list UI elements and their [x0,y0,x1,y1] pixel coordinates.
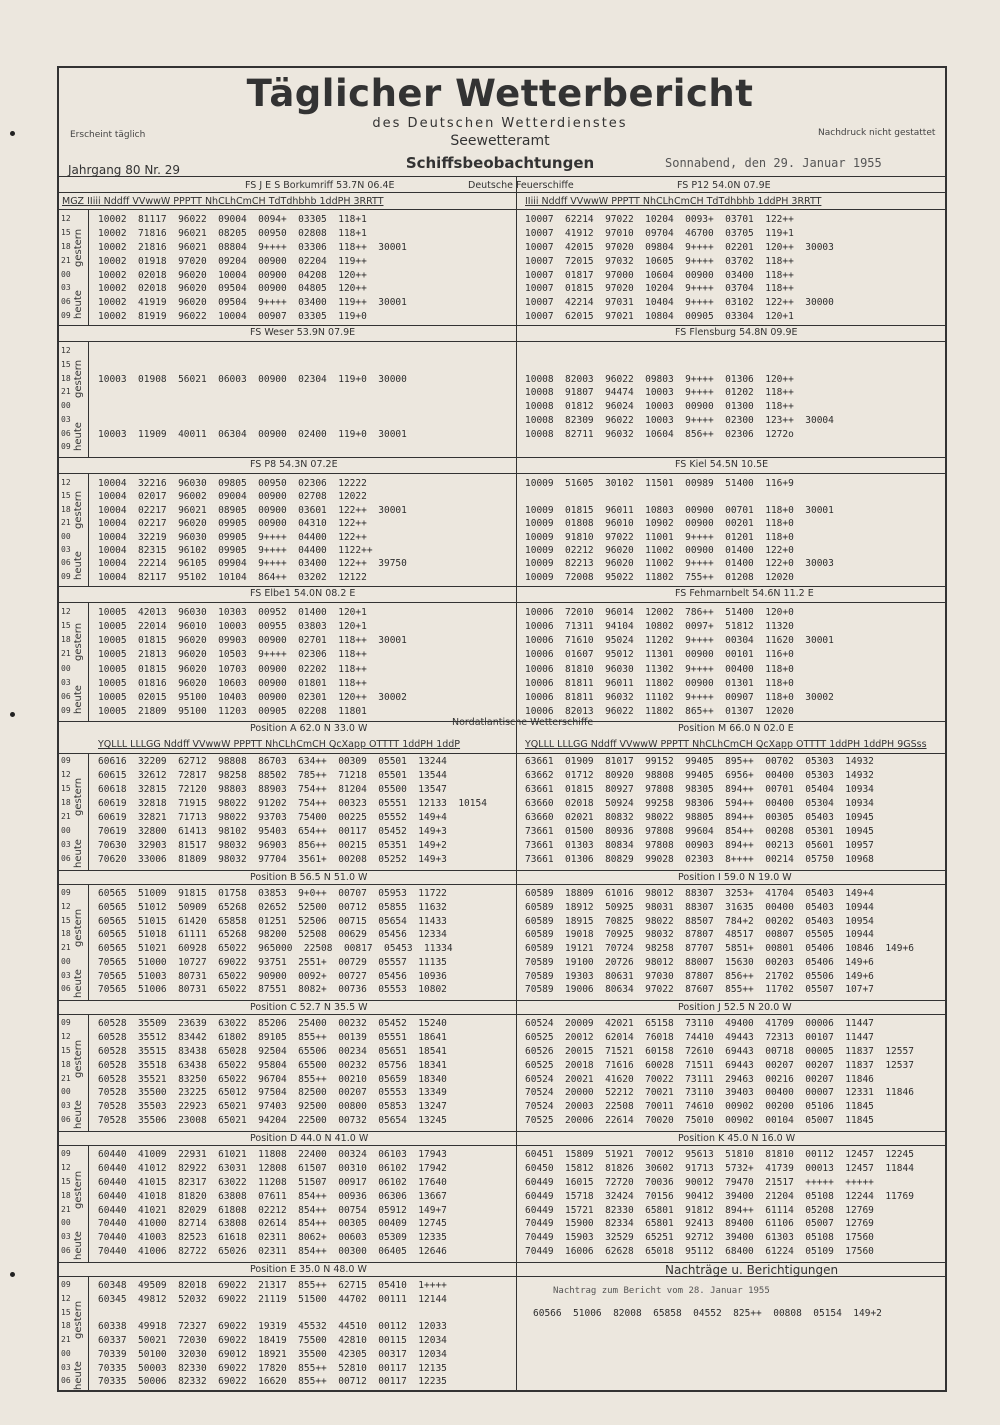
observation-row-left: 70565 51003 80731 65022 90900 0092+ 00727 05456 10936 [98,970,447,982]
hour-label: 06 [61,558,71,568]
office-name: Seewetteramt [450,133,550,149]
observation-row-right: 10009 72008 95022 11802 755++ 01208 12020 [525,571,794,583]
hour-label: 09 [61,442,71,452]
day-label-gestern: gestern [73,360,84,399]
observation-row-right: 73661 01303 80834 97808 00903 894++ 00213 05601 10957 [525,840,874,851]
hour-label: 06 [61,691,71,701]
day-label-gestern: gestern [73,490,84,529]
observation-row-right: 10007 62214 97022 10204 0093+ 03701 122++ [525,214,794,225]
observation-row-right: 10006 81811 96032 11102 9++++ 00907 118+0 30002 [525,691,834,703]
day-label-gestern: gestern [73,1301,84,1340]
observation-row-left: 10004 32219 96030 09905 9++++ 04400 122++ [98,531,367,543]
observation-row-right: 60589 19121 70724 98258 87707 5851+ 00801 05406 10846 149+6 [525,943,914,954]
day-label-heute: heute [73,421,84,451]
day-label-heute: heute [73,1231,84,1260]
observation-row-left: 60440 41015 82317 63022 11208 51507 00917 06102 17640 [98,1176,447,1188]
observation-row-right: 10007 42214 97031 10404 9++++ 03102 122++ 30000 [525,297,834,309]
day-label-heute: heute [73,685,84,715]
observation-row-left: 60619 32818 71915 98022 91202 754++ 00323 05551 12133 10154 [98,798,487,809]
divider [88,341,89,457]
ship-title-left: FS Weser 53.9N 07.9E [250,327,356,338]
observation-row-left: 60565 51018 61111 65268 98200 52508 00629 05456 12334 [98,929,447,941]
hour-label: 18 [61,1059,71,1069]
hour-label: 09 [61,1018,71,1027]
divider [516,1131,517,1262]
supplement-title: Nachträge u. Berichtigungen [665,1263,839,1277]
observation-row-left: 10005 21809 95100 11203 00905 02208 11801 [98,705,367,717]
observation-row-left: 60338 49918 72327 69022 19319 45532 44510 00112 12033 [98,1321,447,1333]
observation-row-right: 10009 82213 96020 11002 9++++ 01400 122+0 30003 [525,558,834,570]
observation-row-right: 60589 19018 70925 98032 87807 48517 00807 05505 10944 [525,929,874,941]
observation-row-left: 70335 50003 82330 69022 17820 855++ 52810 00117 12135 [98,1362,447,1374]
observation-row-left: 60440 41018 81820 63808 07611 854++ 00936 06306 13667 [98,1190,447,1202]
hour-label: 06 [61,984,71,994]
hour-label: 03 [61,283,71,293]
position-title-right: Position M 66.0 N 02.0 E [678,723,794,734]
hour-label: 15 [61,359,71,369]
hour-label: 18 [61,1190,71,1200]
supplement-subtitle: Nachtrag zum Bericht vom 28. Januar 1955 [553,1286,770,1296]
hour-label: 00 [61,1348,71,1358]
divider [57,473,947,474]
divider [516,457,517,586]
hour-label: 15 [61,915,71,925]
hour-label: 12 [61,607,71,616]
observation-row-right: 10006 81811 96011 11802 00900 01301 118+0 [525,677,794,689]
hour-label: 03 [61,1101,71,1111]
observation-row-left: 60440 41021 82029 61808 02212 854++ 00754 05912 149+7 [98,1204,447,1216]
observation-row-right: 70525 20006 22614 70020 75010 00902 00104 05007 11845 [525,1115,874,1127]
divider [88,473,89,586]
observation-row-left: 10002 02018 96020 09504 00900 04805 120++ [98,283,367,295]
hour-label: 09 [61,571,71,581]
divider [57,192,947,193]
divider [57,870,947,871]
day-label-heute: heute [73,969,84,998]
divider [57,602,947,603]
observation-row-left: 10004 02217 96021 08905 00900 03601 122++ 30001 [98,504,407,516]
divider [57,209,947,210]
observation-row-left: 10005 21813 96020 10503 9++++ 02306 118++ [98,649,367,661]
observation-row-left: 70620 33006 81809 98032 97704 3561+ 00208 05252 149+3 [98,854,447,865]
observation-row-left: 60565 51021 60928 65022 965000 22508 00817 05453 11334 [98,943,453,954]
observation-row-left: 10004 82315 96102 09905 9++++ 04400 1122++ [98,544,373,556]
observation-row-right: 10009 51605 30102 11501 00989 51400 116+9 [525,478,794,489]
hour-label: 21 [61,812,71,821]
hour-label: 18 [61,373,71,383]
hour-label: 18 [61,929,71,939]
day-label-gestern: gestern [73,1170,84,1209]
hour-label: 18 [61,1321,71,1331]
divider [57,1131,947,1132]
observation-row-right: 10007 72015 97032 10605 9++++ 03702 118++ [525,255,794,267]
observation-row-right: 10006 72010 96014 12002 786++ 51400 120+0 [525,607,794,618]
hour-label: 09 [61,756,71,765]
ship-title-left: FS Elbe1 54.0N 08.2 E [250,588,356,599]
observation-row-left: 60345 49812 52032 69022 21119 51500 44702 00111 12144 [98,1293,447,1305]
hour-label: 12 [61,1293,71,1303]
observation-row-right: 70589 19303 80631 97030 87807 856++ 21702 05506 149+6 [525,970,874,982]
hour-label: 18 [61,635,71,645]
hour-label: 12 [61,214,71,223]
observation-row-left: 10002 02018 96020 10004 00900 04208 120++ [98,269,367,281]
observation-row-right: 60589 18809 61016 98012 88307 3253+ 41704 05403 149+4 [525,888,874,899]
ship-title-left: FS P8 54.3N 07.2E [250,459,338,470]
observation-row-right: 10007 42015 97020 09804 9++++ 02201 120++ 30003 [525,241,834,253]
hour-label: 21 [61,518,71,528]
day-label-heute: heute [73,1100,84,1129]
observation-row-right: 63662 01712 80920 98808 99405 6956+ 00400 05303 14932 [525,770,874,781]
divider [516,1262,517,1392]
hour-label: 03 [61,414,71,424]
observation-row-left: 70339 50100 32030 69012 18921 35500 42305 00317 12034 [98,1348,447,1360]
observation-row-left: 70440 41006 82722 65026 02311 854++ 00300 06405 12646 [98,1246,447,1258]
observation-row-left: 60528 35515 83438 65028 92504 65506 00234 05651 18541 [98,1045,447,1057]
hour-label: 09 [61,888,71,897]
observation-row-right: 10009 01808 96010 10902 00900 00201 118+0 [525,518,794,530]
binder-hole [10,712,15,717]
copyright-note: Nachdruck nicht gestattet [818,128,936,138]
day-label-heute: heute [73,290,84,320]
hour-label: 09 [61,311,71,321]
observation-row-right: 10006 71311 94104 10802 0097+ 51812 11320 [525,621,794,633]
observation-row-right: 70524 20000 52212 70021 73110 39403 00400 00007 12331 11846 [525,1087,914,1099]
observation-row-left: 60615 32612 72817 98258 88502 785++ 71218 05501 13544 [98,770,447,781]
divider [57,753,947,754]
hour-label: 00 [61,1218,71,1228]
observation-row-left: 10005 01815 96020 10703 00900 02202 118++ [98,663,367,675]
divider [516,586,517,721]
observation-row-left: 60528 35512 83442 61802 89105 855++ 00139 05551 18641 [98,1031,447,1043]
column-header-right: YQLLL LLLGG Nddff VVwwW PPPTT NhCLhCmCH QcXapp OTTTT 1ddPH 1ddPH 9GSss [525,739,927,750]
issue-number: Jahrgang 80 Nr. 29 [68,163,181,177]
observation-row-left: 10005 22014 96010 10003 00955 03803 120+1 [98,621,367,633]
observation-row-right: 63661 01815 80927 97808 98305 894++ 00701 05404 10934 [525,784,874,795]
observation-row-right: 10007 01817 97000 10604 00900 03400 118++ [525,269,794,281]
hour-label: 15 [61,1045,71,1055]
position-title-left: Position B 56.5 N 51.0 W [250,872,368,883]
hour-label: 09 [61,705,71,715]
observation-row-left: 60618 32815 72120 98803 88903 754++ 81204 05500 13547 [98,784,447,795]
ship-title-right: FS Kiel 54.5N 10.5E [675,459,769,470]
observation-row-right: 63660 02018 50924 99258 98306 594++ 00400 05304 10934 [525,798,874,809]
position-title-left: Position D 44.0 N 41.0 W [250,1133,369,1144]
divider [516,176,517,325]
hour-label: 15 [61,1176,71,1186]
day-label-gestern: gestern [73,909,84,948]
publication-note: Erscheint täglich [70,130,146,140]
observation-row-left: 10005 01815 96020 09903 00900 02701 118++ 30001 [98,635,407,647]
observation-row-right: 10007 41912 97010 09704 46700 03705 119+1 [525,227,794,239]
day-label-gestern: gestern [73,1039,84,1078]
day-label-heute: heute [73,1361,84,1390]
observation-row-right: 60451 15809 51921 70012 95613 51810 81810 00112 12457 12245 [525,1149,914,1160]
wetterschiffe-label: Nordatlantische Wetterschiffe [452,717,594,728]
hour-label: 06 [61,428,71,438]
observation-row-left: 70528 35500 23225 65012 97504 82500 00207 05553 13349 [98,1087,447,1099]
divider [516,325,517,457]
hour-label: 12 [61,1162,71,1172]
divider [88,209,89,325]
observation-row-left: 10003 01908 56021 06003 00900 02304 119+0 30000 [98,373,407,385]
divider [516,1000,517,1131]
hour-label: 18 [61,241,71,251]
observation-row-left: 10004 32216 96030 09805 00950 02306 12222 [98,478,367,489]
observation-row-right: 60589 18912 50925 98031 88307 31635 00400 05403 10944 [525,901,874,913]
hour-label: 15 [61,1307,71,1317]
column-header-left: MGZ IIiii Nddff VVwwW PPPTT NhCLhCmCH TdTdhbhb 1ddPH 3RRTT [62,196,384,207]
observation-row-right: 60589 18915 70825 98022 88507 784+2 00202 05403 10954 [525,915,874,927]
observation-row-left: 60565 51012 50909 65268 02652 52500 00712 05855 11632 [98,901,447,913]
divider [57,457,947,458]
observation-row-right: 70524 20003 22508 70011 74610 00902 00200 05106 11845 [525,1101,874,1113]
observation-row-left: 60565 51009 91815 01758 03853 9+0++ 00707 05953 11722 [98,888,447,899]
day-label-heute: heute [73,839,84,868]
observation-row-left: 70565 51006 80731 65022 87551 8082+ 00736 05553 10802 [98,984,447,996]
hour-label: 15 [61,227,71,237]
position-title-left: Position E 35.0 N 48.0 W [250,1264,367,1275]
observation-row-left: 10002 21816 96021 08804 9++++ 03306 118++ 30001 [98,241,407,253]
hour-label: 18 [61,504,71,514]
observation-row-right: 60524 20009 42021 65158 73110 49400 41709 00006 11447 [525,1018,874,1029]
observation-row-right: 10008 91807 94474 10003 9++++ 01202 118++ [525,387,794,399]
divider [516,721,517,870]
divider [57,176,947,177]
observation-row-left: 10004 02017 96002 09004 00900 02708 12022 [98,491,367,503]
hour-label: 12 [61,346,71,355]
hour-label: 18 [61,798,71,807]
observation-row-left: 10003 11909 40011 06304 00900 02400 119+0 30001 [98,428,407,440]
observation-row-right: 60449 16015 72720 70036 90012 79470 21517 +++++ +++++ [525,1176,874,1188]
observation-row-right: 63661 01909 81017 99152 99405 895++ 00702 05303 14932 [525,756,874,767]
observation-row-left: 10005 42013 96030 10303 00952 01400 120+1 [98,607,367,618]
divider [57,721,947,722]
observation-row-left: 10004 02217 96020 09905 00900 04310 122++ [98,518,367,530]
observation-row-left: 60528 35518 63438 65022 95804 65500 00232 05756 18341 [98,1059,447,1071]
observation-row-right: 10008 82309 96022 10003 9++++ 02300 123++ 30004 [525,414,834,426]
hour-label: 21 [61,943,71,952]
divider [57,884,947,885]
observation-row-left: 10004 82117 95102 10104 864++ 03202 12122 [98,571,367,583]
hour-label: 00 [61,401,71,410]
observation-row-left: 10002 41919 96020 09504 9++++ 03400 119++ 30001 [98,297,407,309]
divider [57,341,947,342]
observation-row-left: 60440 41009 22931 61021 11808 22400 00324 06103 17943 [98,1149,447,1160]
hour-label: 21 [61,1335,71,1344]
observation-row-left: 60619 32821 71713 98022 93703 75400 00225 05552 149+4 [98,812,447,823]
ship-title-right: FS Flensburg 54.8N 09.9E [675,327,798,338]
observation-row-right: 10008 82711 96032 10604 856++ 02306 1272o [525,428,794,440]
hour-label: 12 [61,901,71,911]
supplement-row: 60566 51006 82008 65858 04552 825++ 00808 05154 149+2 [533,1308,882,1319]
hour-label: 00 [61,269,71,279]
divider [57,325,947,326]
observation-row-left: 60440 41012 82922 63031 12808 61507 00310 06102 17942 [98,1162,447,1174]
observation-row-left: 70440 41000 82714 63808 02614 854++ 00305 00409 12745 [98,1218,447,1230]
day-label-gestern: gestern [73,228,84,267]
column-header-left: YQLLL LLLGG Nddff VVwwW PPPTT NhCLhCmCH QcXapp OTTTT 1ddPH 1ddP [98,739,461,750]
observation-row-left: 10002 81117 96022 09004 0094+ 03305 118+1 [98,214,367,225]
observation-row-left: 70565 51000 10727 69022 93751 2551+ 00729 05557 11135 [98,956,447,968]
observation-row-left: 10005 01816 96020 10603 00900 01801 118++ [98,677,367,689]
hour-label: 12 [61,478,71,487]
hour-label: 12 [61,1031,71,1041]
observation-row-left: 60616 32209 62712 98808 86703 634++ 00309 05501 13244 [98,756,447,767]
divider [57,1145,947,1146]
observation-row-right: 10008 82003 96022 09803 9++++ 01306 120++ [525,373,794,385]
observation-row-right: 70589 19006 80634 97022 87607 855++ 11702 05507 107+7 [525,984,874,996]
observation-row-left: 60528 35509 23639 63022 85206 25400 00232 05452 15240 [98,1018,447,1029]
day-label-gestern: gestern [73,778,84,817]
observation-row-right: 60449 15721 82330 65801 91812 894++ 61114 05208 12769 [525,1204,874,1216]
binder-hole [10,1272,15,1277]
position-title-right: Position I 59.0 N 19.0 W [678,872,792,883]
observation-row-left: 60348 49509 82018 69022 21317 855++ 62715 05410 1++++ [98,1280,447,1291]
divider [57,1014,947,1015]
observation-row-left: 70528 35506 23008 65021 94204 22500 00732 05654 13245 [98,1115,447,1127]
observation-row-right: 10006 81810 96030 11302 9++++ 00400 118+0 [525,663,794,675]
observation-row-left: 10004 22214 96105 09904 9++++ 03400 122++ 39750 [98,558,407,570]
observation-row-right: 70449 15900 82334 65801 92413 89400 61106 05007 12769 [525,1218,874,1230]
position-title-left: Position C 52.7 N 35.5 W [250,1002,368,1013]
divider [88,753,89,870]
observation-row-right: 60449 15718 32424 70156 90412 39400 21204 05108 12244 11769 [525,1190,914,1202]
page-title: Täglicher Wetterbericht [246,72,754,115]
observation-row-right: 73661 01306 80829 99028 02303 8++++ 00214 05750 10968 [525,854,874,865]
hour-label: 03 [61,677,71,687]
observation-row-right: 10006 71610 95024 11202 9++++ 00304 11620 30001 [525,635,834,647]
issue-date: Sonnabend, den 29. Januar 1955 [665,156,882,170]
observation-row-right: 60526 20015 71521 60158 72610 69443 00718 00005 11837 12557 [525,1045,914,1057]
hour-label: 06 [61,1376,71,1386]
divider [88,1014,89,1131]
observation-row-right: 70449 15903 32529 65251 92712 39400 61303 05108 17560 [525,1232,874,1244]
observation-row-right: 10009 01815 96011 10803 00900 00701 118+0 30001 [525,504,834,516]
hour-label: 00 [61,663,71,673]
hour-label: 06 [61,854,71,863]
observation-row-right: 70449 16006 62628 65018 95112 68400 61224 05109 17560 [525,1246,874,1258]
hour-label: 21 [61,1073,71,1083]
position-title-right: Position J 52.5 N 20.0 W [678,1002,792,1013]
observation-row-left: 60337 50021 72030 69022 18419 75500 42810 00115 12034 [98,1335,447,1346]
ship-title-left: FS J E S Borkumriff 53.7N 06.4E [245,180,395,191]
hour-label: 00 [61,531,71,541]
observation-row-left: 70619 32800 61413 98102 95403 654++ 00117 05452 149+3 [98,826,447,837]
hour-label: 03 [61,840,71,849]
observation-row-right: 73661 01500 80936 97808 99604 854++ 00208 05301 10945 [525,826,874,837]
observation-row-right: 70589 19100 20726 98012 88007 15630 00203 05406 149+6 [525,956,874,968]
observation-row-right: 10007 01815 97020 10204 9++++ 03704 118++ [525,283,794,295]
observation-row-left: 70440 41003 82523 61618 02311 8062+ 00603 05309 12335 [98,1232,447,1244]
divider [57,1000,947,1001]
divider [88,1276,89,1392]
hour-label: 21 [61,387,71,397]
observation-row-left: 10005 02015 95100 10403 00900 02301 120++ 30002 [98,691,407,703]
hour-label: 15 [61,784,71,793]
observation-row-right: 10009 91810 97022 11001 9++++ 01201 118+0 [525,531,794,543]
observation-row-left: 60528 35521 83250 65022 96704 855++ 00210 05659 18340 [98,1073,447,1085]
divider [88,884,89,1000]
ship-title-right: FS P12 54.0N 07.9E [677,180,771,191]
divider [516,870,517,1000]
hour-label: 06 [61,1246,71,1256]
hour-label: 00 [61,956,71,966]
observation-row-right: 63660 02021 80832 98022 98805 894++ 00305 05403 10945 [525,812,874,823]
observation-row-left: 70630 32903 81517 98032 96903 856++ 00215 05351 149+2 [98,840,447,851]
hour-label: 03 [61,970,71,980]
observation-row-left: 70528 35503 22923 65021 97403 92500 00800 05853 13247 [98,1101,447,1113]
observation-row-left: 10002 81919 96022 10004 00907 03305 119+0 [98,311,367,323]
observation-row-right: 60450 15812 81826 30602 91713 5732+ 41739 00013 12457 11844 [525,1162,914,1174]
position-title-right: Position K 45.0 N 16.0 W [678,1133,796,1144]
divider [88,1145,89,1262]
divider [88,602,89,721]
observation-row-right: 10006 01607 95012 11301 00900 00101 116+0 [525,649,794,661]
hour-label: 06 [61,1115,71,1125]
page-subtitle: des Deutschen Wetterdienstes [372,116,628,131]
day-label-gestern: gestern [73,622,84,661]
hour-label: 03 [61,544,71,554]
observation-row-right: 10009 02212 96020 11002 00900 01400 122+0 [525,544,794,556]
observation-row-right: 10008 01812 96024 10003 00900 01300 118++ [525,401,794,412]
hour-label: 15 [61,491,71,501]
hour-label: 09 [61,1280,71,1289]
hour-label: 03 [61,1362,71,1372]
hour-label: 00 [61,826,71,835]
observation-row-left: 10002 01918 97020 09204 00900 02204 119++ [98,255,367,267]
feuerschiffe-label: Deutsche Feuerschiffe [468,180,574,191]
hour-label: 03 [61,1232,71,1242]
ship-title-right: FS Fehmarnbelt 54.6N 11.2 E [675,588,814,599]
hour-label: 15 [61,621,71,631]
observation-row-right: 60525 20012 62014 76018 74410 49443 72313 00107 11447 [525,1031,874,1043]
observation-row-right: 60524 20021 41620 70022 73111 29463 00216 00207 11846 [525,1073,874,1085]
observation-row-left: 70335 50006 82332 69022 16620 855++ 00712 00117 12235 [98,1376,447,1388]
hour-label: 21 [61,1204,71,1214]
hour-label: 00 [61,1087,71,1097]
observation-row-right: 10007 62015 97021 10804 00905 03304 120+1 [525,311,794,323]
section-title: Schiffsbeobachtungen [405,154,595,172]
hour-label: 09 [61,1149,71,1158]
observation-row-left: 60565 51015 61420 65858 01251 52506 00715 05654 11433 [98,915,447,927]
observation-row-right: 60525 20018 71616 60028 71511 69443 00207 00207 11837 12537 [525,1059,914,1071]
observation-row-left: 10002 71816 96021 08205 00950 02808 118+1 [98,227,367,239]
position-title-left: Position A 62.0 N 33.0 W [250,723,368,734]
hour-label: 12 [61,770,71,779]
hour-label: 21 [61,255,71,265]
column-header-right: IIiii Nddff VVwwW PPPTT NhCLhCmCH TdTdhbhb 1ddPH 3RRTT [525,196,822,207]
divider [57,586,947,587]
hour-label: 21 [61,649,71,659]
observation-row-right: 10006 82013 96022 11802 865++ 01307 12020 [525,705,794,717]
hour-label: 06 [61,297,71,307]
day-label-heute: heute [73,550,84,580]
